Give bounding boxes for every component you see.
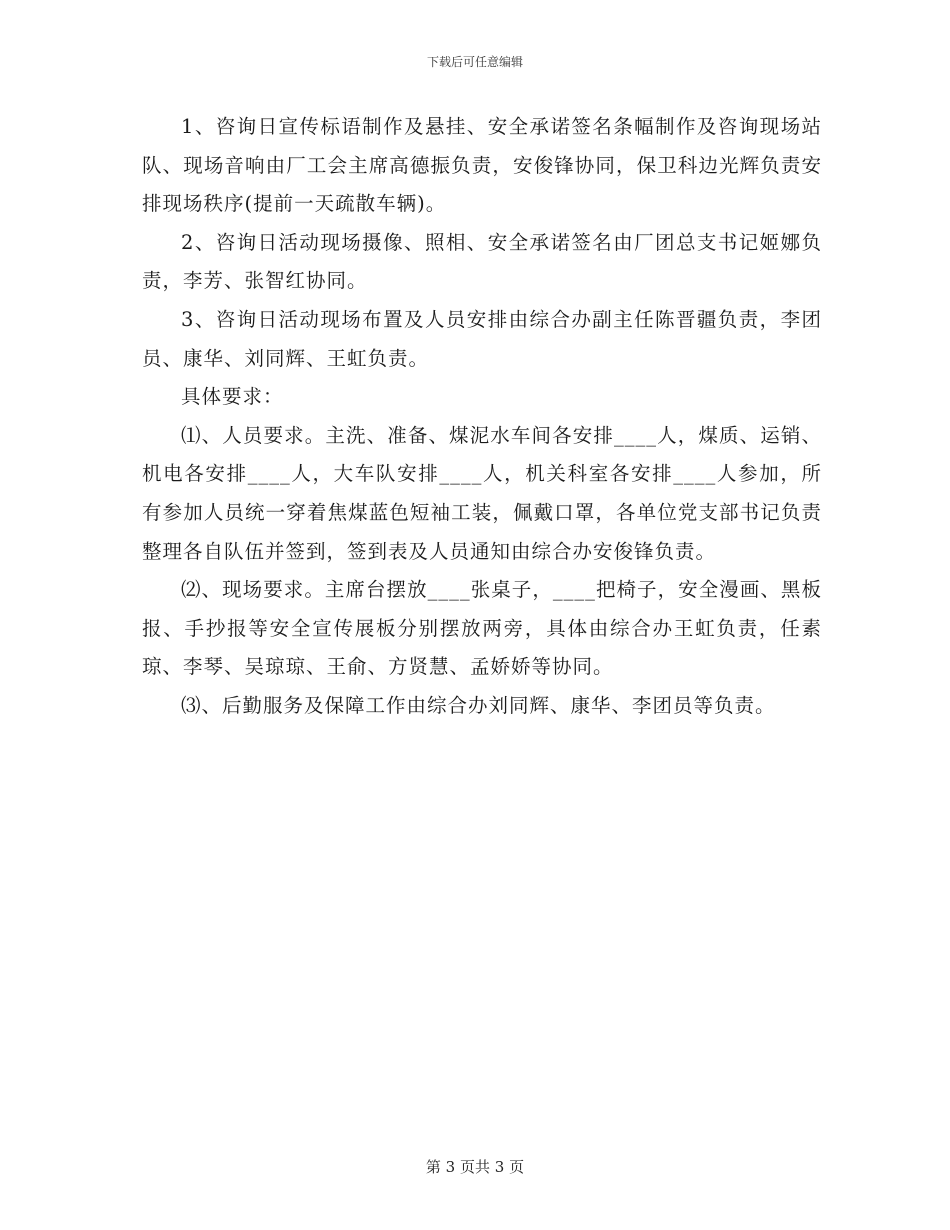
requirements-heading: 具体要求： xyxy=(181,385,284,409)
paragraph-item-3: 3、咨询日活动现场布置及人员安排由综合办副主任陈晋疆负责，李团员、康华、刘同辉、王虹负责。 xyxy=(142,307,822,370)
requirement-logistics: ⑶、后勤服务及保障工作由综合办刘同辉、康华、李团员等负责。 xyxy=(181,693,776,717)
paragraph-item-2: 2、咨询日活动现场摄像、照相、安全承诺签名由厂团总支书记姬娜负责，李芳、张智红协同。 xyxy=(142,230,822,293)
document-body xyxy=(142,108,822,726)
requirement-personnel: ⑴、人员要求。主洗、准备、煤泥水车间各安排____人，煤质、运销、机电各安排____人，大车队安排____人，机关科室各安排____人参加，所有参加人员统一穿着焦煤蓝色短袖工装，佩戴口罩，各单位党支部书记负责整理各自队伍并签到，签到表及人员通知由综合办安俊锋负责。 xyxy=(142,423,822,563)
page-header: 下载后可任意编辑 xyxy=(426,55,523,69)
requirement-venue: ⑵、现场要求。主席台摆放____张桌子，____把椅子，安全漫画、黑板报、手抄报等安全宣传展板分别摆放两旁，具体由综合办王虹负责，任素琼、李琴、吴琼琼、王俞、方贤慧、孟娇娇等协同。 xyxy=(142,578,822,679)
paragraph-item-1: 1、咨询日宣传标语制作及悬挂、安全承诺签名条幅制作及咨询现场站队、现场音响由厂工会主席高德振负责，安俊锋协同，保卫科边光辉负责安排现场秩序(提前一天疏散车辆)。 xyxy=(142,115,822,216)
page-number-footer: 第 3 页共 3 页 xyxy=(425,1158,525,1176)
